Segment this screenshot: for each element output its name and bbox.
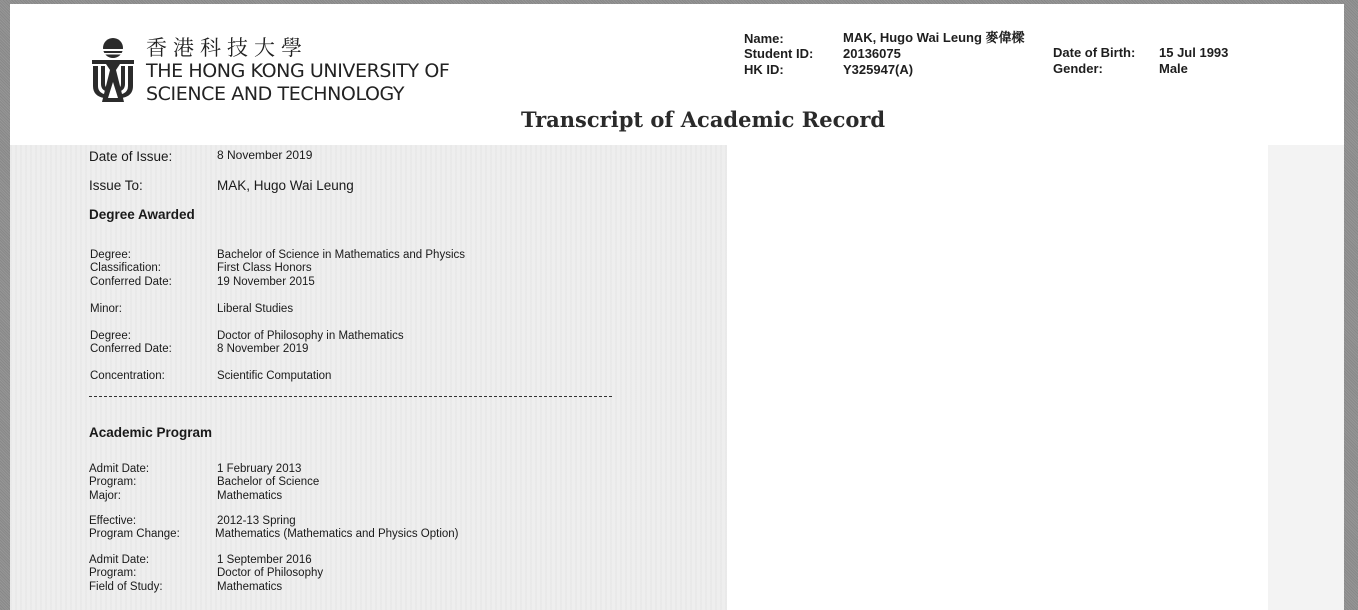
section-divider	[89, 396, 612, 397]
program-label: Program:	[89, 476, 137, 488]
name-label: Name:	[744, 31, 784, 46]
gender-label: Gender:	[1053, 61, 1103, 76]
degree-awarded-heading: Degree Awarded	[89, 207, 195, 222]
admit-date-label: Admit Date:	[89, 463, 150, 475]
dob-label: Date of Birth:	[1053, 45, 1136, 60]
classification-value: First Class Honors	[217, 262, 312, 274]
admit-date-label: Admit Date:	[89, 554, 150, 566]
program-value: Doctor of Philosophy	[217, 567, 324, 579]
institution-name-english-line2: SCIENCE AND TECHNOLOGY	[146, 83, 405, 105]
program-value: Bachelor of Science	[217, 476, 320, 488]
degree-value: Doctor of Philosophy in Mathematics	[217, 330, 404, 342]
student-id-value: 20136075	[843, 46, 901, 61]
degree-label: Degree:	[90, 330, 131, 342]
minor-label: Minor:	[90, 303, 122, 315]
name-value: MAK, Hugo Wai Leung 麥偉樑	[843, 30, 1025, 45]
institution-name	[146, 36, 449, 106]
issue-to-label: Issue To:	[89, 178, 143, 193]
date-of-issue-label: Date of Issue:	[89, 149, 173, 164]
date-of-issue-value: 8 November 2019	[217, 148, 313, 162]
gender-value: Male	[1159, 61, 1188, 76]
classification-label: Classification:	[90, 262, 161, 274]
program-label: Program:	[89, 567, 137, 579]
conferred-date-value: 19 November 2015	[217, 276, 315, 288]
student-id-label: Student ID:	[744, 46, 814, 61]
academic-program-heading: Academic Program	[89, 425, 213, 440]
degree-label: Degree:	[90, 249, 131, 261]
document-title: Transcript of Academic Record	[521, 107, 886, 132]
field-of-study-label: Field of Study:	[89, 581, 163, 593]
admit-date-value: 1 September 2016	[217, 554, 312, 566]
major-value: Mathematics	[217, 490, 283, 502]
concentration-label: Concentration:	[90, 370, 165, 382]
dob-value: 15 Jul 1993	[1159, 45, 1229, 60]
institution-name-chinese: 香港科技大學	[146, 36, 308, 60]
field-of-study-value: Mathematics	[217, 581, 283, 593]
paper-shaded-edge	[1268, 145, 1344, 610]
admit-date-value: 1 February 2013	[217, 463, 302, 475]
conferred-date-label: Conferred Date:	[90, 343, 172, 355]
effective-label: Effective:	[89, 515, 137, 527]
hkust-logo-icon	[90, 36, 136, 104]
program-change-label: Program Change:	[89, 528, 180, 540]
concentration-value: Scientific Computation	[217, 370, 332, 382]
paper-blank-region	[727, 145, 1268, 610]
hkid-label: HK ID:	[744, 62, 784, 77]
conferred-date-value: 8 November 2019	[217, 343, 309, 355]
institution-name-english-line1: THE HONG KONG UNIVERSITY OF	[146, 60, 450, 82]
effective-value: 2012-13 Spring	[217, 515, 296, 527]
minor-value: Liberal Studies	[217, 303, 294, 315]
conferred-date-label: Conferred Date:	[90, 276, 172, 288]
degree-value: Bachelor of Science in Mathematics and Physics	[217, 249, 466, 261]
program-change-value: Mathematics (Mathematics and Physics Option)	[215, 528, 459, 540]
issue-to-value: MAK, Hugo Wai Leung	[217, 178, 354, 193]
hkid-value: Y325947(A)	[843, 62, 914, 77]
major-label: Major:	[89, 490, 121, 502]
